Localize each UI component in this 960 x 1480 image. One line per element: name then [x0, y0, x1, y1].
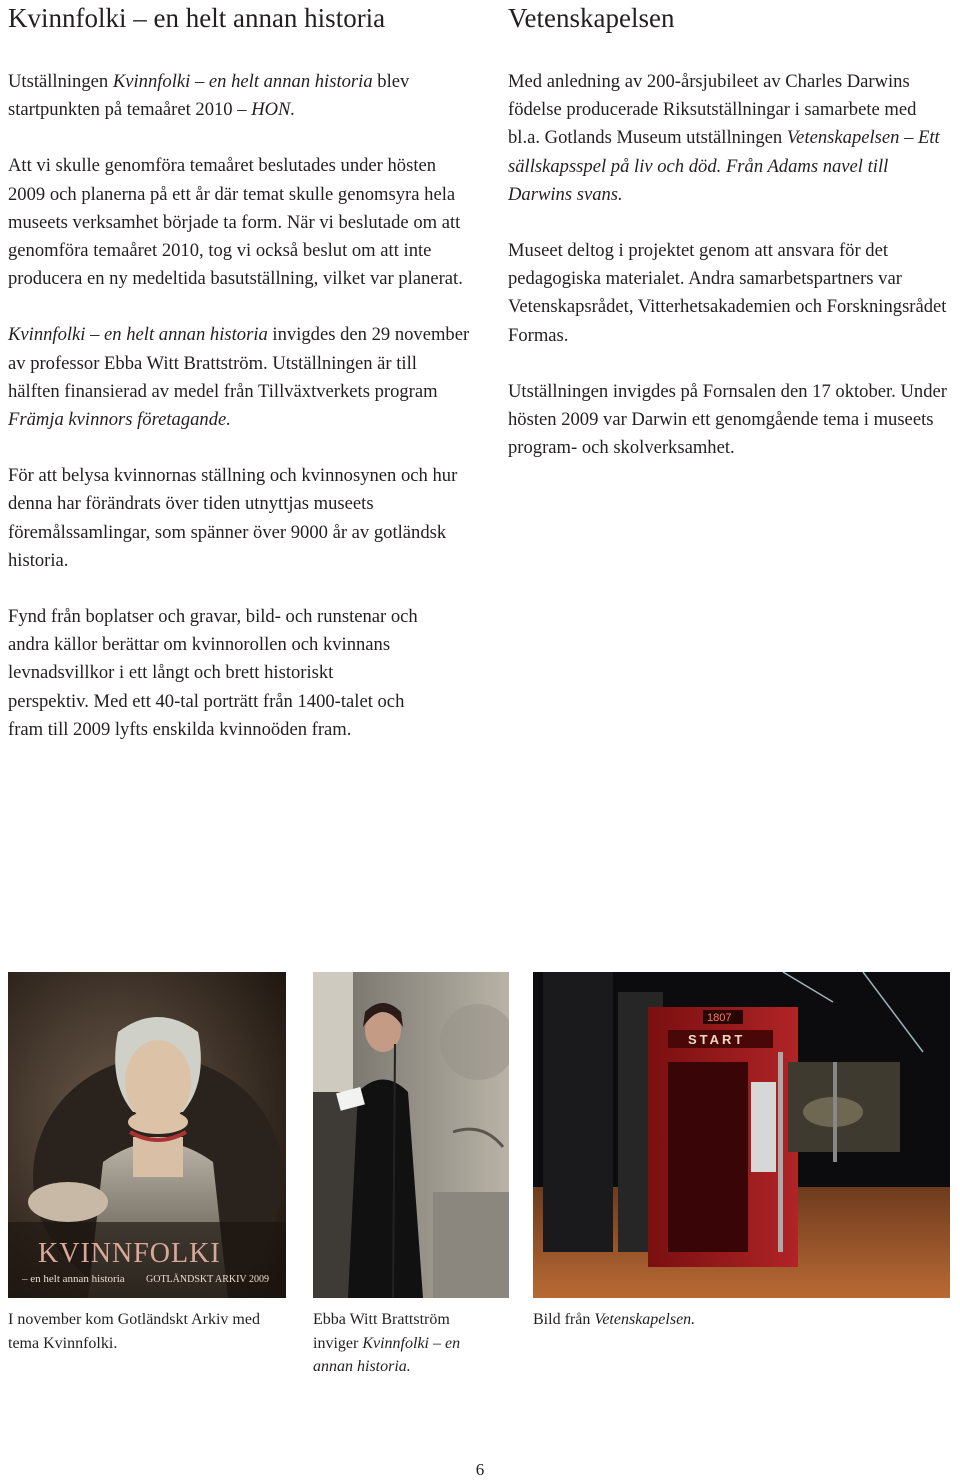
paragraph-pedagogy: Museet deltog i projektet genom att ansvara för det pedagogiska materialet. Andra samarbetspartners var Vetenskapsrådet, Vitterhetsakademien och Forskningsrådet Formas. [508, 240, 947, 346]
caption-vetenskapelsen: Bild från Vetenskapelsen. [533, 1311, 696, 1328]
exhibit-year-sign: 1807 [707, 1012, 732, 1024]
poster-subtitle: – en helt annan historia [22, 1273, 125, 1285]
exhibit-start-sign: START [688, 1032, 746, 1047]
caption-poster: I november kom Gotländskt Arkiv med tema Kvinnfolki. [8, 1311, 260, 1352]
poster-title: KVINNFOLKI [38, 1238, 221, 1269]
paragraph-darwin: Med anledning av 200-årsjubileet av Charles Darwins födelse producerade Riksutställningar i samarbete med bl.a. Gotlands Museum utställningen Vetenskapelsen – Ett sällskapsspel på liv och död. Från Adams navel till Darwins svans. [508, 71, 940, 205]
paragraph-intro: Utställningen Kvinnfolki – en helt annan historia blev startpunkten på temaåret 2010 – HON. [8, 71, 410, 121]
right-column [508, 2, 953, 462]
poster-archive: GOTLÄNDSKT ARKIV 2009 [146, 1274, 269, 1285]
caption-speaker: Ebba Witt Brattström inviger Kvinnfolki – en annan historia. [313, 1311, 461, 1375]
photo-speaker [313, 972, 509, 1298]
section-title-kvinnfolki: Kvinnfolki – en helt annan historia [8, 3, 386, 33]
paragraph-fornsalen: Utställningen invigdes på Fornsalen den 17 oktober. Under hösten 2009 var Darwin ett genomgående tema i museets program- och skolverksamhet. [508, 380, 947, 459]
paragraph-decision: Att vi skulle genomföra temaåret beslutades under hösten 2009 och planerna på ett år där temat skulle genomsyra hela museets verksamhet började ta form. När vi beslutade om att genomföra temaåret 2010, tog vi också beslut om att inte producera en ny medeltida basutställning, vilket var planerat. [8, 155, 463, 290]
photo-vetenskapelsen [533, 972, 950, 1298]
page-number: 6 [475, 1460, 485, 1479]
paragraph-finds: Fynd från boplatser och gravar, bild- och runstenar och andra källor berättar om kvinnorollen och kvinnans levnadsvillkor i ett långt och brett historiskt perspektiv. Med ett 40-tal porträtt från 1400-talet och fram till 2009 lyfts enskilda kvinnoöden fram. [8, 606, 418, 740]
photo-kvinnfolki-poster [8, 972, 286, 1298]
paragraph-inauguration: Kvinnfolki – en helt annan historia invigdes den 29 november av professor Ebba Witt Brattström. Utställningen är till hälften finansierad av medel från Tillväxtverkets program Främja kvinnors företagande. [8, 324, 470, 431]
paragraph-collections: För att belysa kvinnornas ställning och kvinnosynen och hur denna har förändrats över tiden utnyttjas museets föremålssamlingar, som spänner över 9000 år av gotländsk historia. [8, 465, 458, 571]
left-column [8, 2, 473, 744]
section-title-vetenskapelsen: Vetenskapelsen [508, 3, 675, 33]
